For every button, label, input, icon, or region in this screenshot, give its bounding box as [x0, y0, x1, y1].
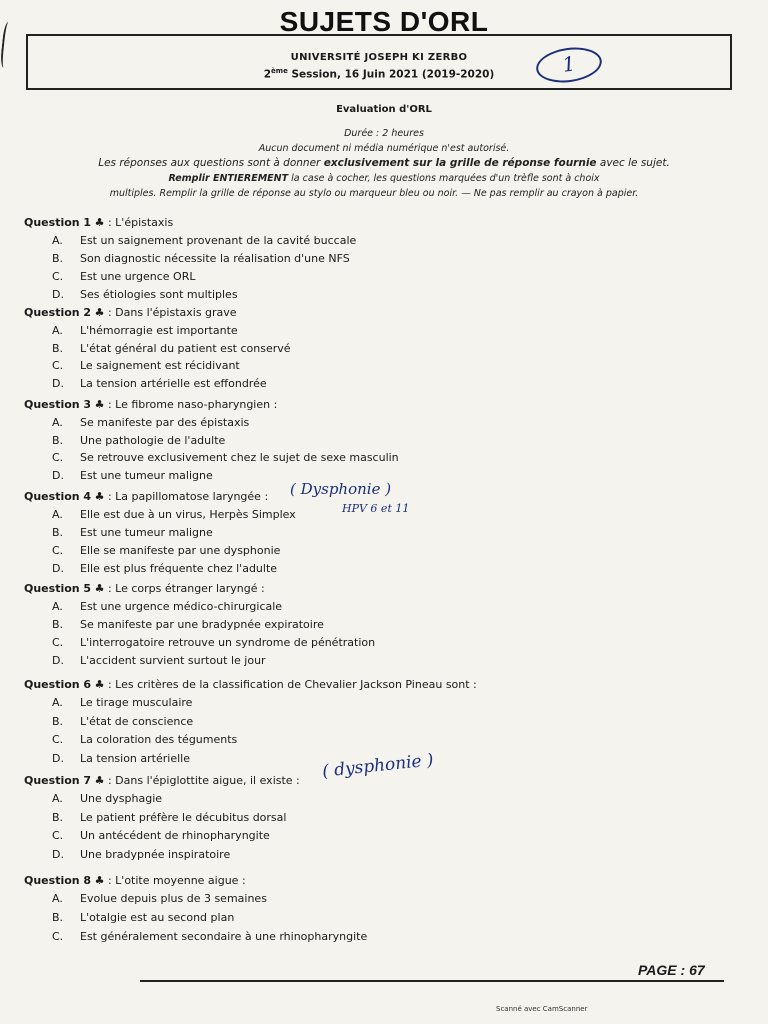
option-text: Le saignement est récidivant [80, 359, 240, 372]
option-text: Est une tumeur maligne [80, 468, 213, 482]
option-text: Elle se manifeste par une dysphonie [80, 544, 281, 557]
option-letter: B. [52, 433, 64, 447]
question-number: Question 6 [24, 678, 92, 691]
club-icon: ♣ [94, 678, 105, 691]
club-icon: ♣ [94, 490, 105, 503]
option-text: L'état de conscience [80, 714, 194, 728]
question-5-option-b [52, 618, 324, 631]
option-text: Une pathologie de l'adulte [80, 433, 226, 447]
option-text: Est une urgence ORL [80, 270, 196, 283]
question-3-option-a [52, 416, 249, 429]
question-6-option-b [52, 715, 193, 728]
option-letter: D. [52, 654, 64, 667]
option-letter: A. [52, 416, 63, 429]
page-number-badge: 1 [534, 44, 604, 87]
option-letter: B. [52, 810, 64, 824]
option-letter: D. [52, 562, 64, 575]
option-letter: D. [52, 847, 64, 861]
option-text: Est une urgence médico-chirurgicale [80, 600, 283, 613]
question-8-option-b [52, 911, 234, 924]
exam-title: Evaluation d'ORL [336, 104, 432, 115]
question-text: : Le corps étranger laryngé : [104, 582, 265, 595]
question-text: : Les critères de la classification de Chevalier Jackson Pineau sont : [104, 678, 477, 691]
instruction-fill-part1: Remplir ENTIEREMENT [168, 173, 289, 184]
option-letter: B. [52, 252, 64, 265]
option-text: Ses étiologies sont multiples [80, 288, 238, 301]
option-text: Se manifeste par des épistaxis [80, 416, 250, 429]
question-6-option-c [52, 733, 237, 746]
instruction-duration: Durée : 2 heures [344, 128, 424, 139]
option-text: Une dysphagie [80, 792, 163, 805]
club-icon: ♣ [94, 306, 105, 319]
option-text: Elle est due à un virus, Herpès Simplex [80, 508, 296, 521]
question-2-title [24, 306, 237, 319]
option-text: Se retrouve exclusivement chez le sujet de sexe masculin [80, 451, 399, 464]
option-letter: A. [52, 234, 63, 247]
option-letter: D. [52, 468, 64, 482]
option-text: La tension artérielle est effondrée [80, 376, 267, 390]
option-letter: B. [52, 341, 64, 355]
option-letter: C. [52, 733, 64, 746]
option-letter: C. [52, 451, 64, 464]
instruction-answers-part3: avec le sujet. [596, 157, 670, 169]
option-letter: A. [52, 600, 63, 613]
option-letter: D. [52, 751, 64, 765]
question-1-option-b [52, 252, 350, 265]
option-text: Est généralement secondaire à une rhinopharyngite [80, 930, 368, 943]
footer-rule [140, 980, 724, 982]
option-letter: C. [52, 359, 64, 372]
question-3-option-d [52, 469, 213, 482]
question-6-option-a [52, 696, 192, 709]
page-title: SUJETS D'ORL [279, 6, 489, 37]
question-4-title [24, 490, 268, 503]
question-5-option-a [52, 600, 282, 613]
question-2-option-a [52, 324, 238, 337]
instruction-answers [0, 157, 768, 169]
option-text: Se manifeste par une bradypnée expiratoire [80, 618, 324, 631]
option-letter: B. [52, 526, 64, 539]
handwritten-note-q4: ( Dysphonie ) [290, 480, 392, 498]
session-info [28, 67, 730, 81]
question-text: : La papillomatose laryngée : [104, 490, 269, 503]
option-text: L'hémorragie est importante [80, 324, 238, 337]
option-text: Le tirage musculaire [80, 696, 193, 709]
option-text: Est une tumeur maligne [80, 526, 213, 539]
question-1-option-c [52, 270, 195, 283]
club-icon: ♣ [94, 582, 105, 595]
question-6-title [24, 678, 477, 691]
instruction-answers-part1: Les réponses aux questions sont à donner [98, 157, 324, 169]
question-number: Question 5 [24, 582, 92, 595]
question-5-title [24, 582, 265, 595]
header-box [26, 34, 732, 90]
option-letter: B. [52, 714, 64, 728]
option-text: La coloration des téguments [80, 733, 238, 746]
option-letter: D. [52, 288, 64, 301]
club-icon: ♣ [94, 216, 105, 229]
question-8-option-a [52, 892, 267, 905]
instruction-answers-part2: exclusivement sur la grille de réponse fournie [323, 157, 597, 169]
question-7-option-a [52, 792, 162, 805]
option-text: Le patient préfère le décubitus dorsal [80, 810, 287, 824]
question-1-title [24, 216, 173, 229]
question-4-option-d [52, 562, 277, 575]
club-icon: ♣ [94, 398, 105, 411]
question-1-option-a [52, 234, 356, 247]
option-letter: C. [52, 829, 64, 842]
question-number: Question 3 [24, 398, 92, 411]
option-letter: A. [52, 696, 63, 709]
option-letter: D. [52, 376, 64, 390]
question-7-option-d [52, 848, 230, 861]
option-text: Une bradypnée inspiratoire [80, 847, 231, 861]
handwritten-note-q7: ( dysphonie ) [321, 750, 435, 782]
footer-page-number: PAGE : 67 [638, 962, 705, 978]
scanner-watermark: Scanné avec CamScanner [496, 1005, 588, 1013]
question-number: Question 1 [24, 216, 92, 229]
option-text: L'interrogatoire retrouve un syndrome de pénétration [80, 636, 376, 649]
option-letter: A. [52, 324, 63, 337]
option-letter: B. [52, 618, 64, 631]
option-text: L'accident survient surtout le jour [80, 654, 266, 667]
option-letter: C. [52, 930, 64, 943]
option-letter: B. [52, 911, 64, 924]
option-text: Elle est plus fréquente chez l'adulte [80, 562, 278, 575]
option-letter: C. [52, 636, 64, 649]
option-letter: C. [52, 270, 64, 283]
handwritten-note-q4-virus: HPV 6 et 11 [342, 502, 410, 515]
option-text: L'otalgie est au second plan [80, 911, 235, 924]
question-5-option-d [52, 654, 266, 667]
instruction-no-docs: Aucun document ni média numérique n'est autorisé. [258, 143, 510, 154]
session-date: Session, 16 Juin 2021 (2019-2020) [287, 68, 495, 81]
option-text: Un antécédent de rhinopharyngite [80, 829, 270, 842]
question-text: : L'otite moyenne aigue : [104, 874, 246, 887]
question-text: : Dans l'épiglottite aigue, il existe : [104, 774, 300, 787]
question-text: : Dans l'épistaxis grave [104, 306, 237, 319]
option-text: Son diagnostic nécessite la réalisation d'une NFS [80, 252, 350, 265]
question-2-option-d [52, 377, 267, 390]
question-8-option-c [52, 930, 367, 943]
question-6-option-d [52, 752, 190, 765]
question-1-option-d [52, 288, 238, 301]
question-5-option-c [52, 636, 375, 649]
question-3-title [24, 398, 277, 411]
question-text: : Le fibrome naso-pharyngien : [104, 398, 278, 411]
club-icon: ♣ [94, 774, 105, 787]
session-ordinal: ème [271, 67, 288, 75]
question-2-option-c [52, 359, 240, 372]
question-number: Question 7 [24, 774, 92, 787]
question-4-option-c [52, 544, 280, 557]
question-number: Question 4 [24, 490, 92, 503]
instruction-pen: multiples. Remplir la grille de réponse au stylo ou marqueur bleu ou noir. — Ne pas remplir au crayon à papier. [109, 188, 639, 199]
question-7-option-b [52, 811, 286, 824]
option-text: Est un saignement provenant de la cavité buccale [80, 234, 357, 247]
option-letter: A. [52, 892, 63, 905]
university-name: UNIVERSITÉ JOSEPH KI ZERBO [290, 52, 468, 63]
question-7-option-c [52, 829, 270, 842]
question-number: Question 8 [24, 874, 92, 887]
option-letter: C. [52, 544, 64, 557]
question-7-title [24, 774, 300, 787]
question-8-title [24, 874, 246, 887]
question-3-option-c [52, 451, 399, 464]
option-text: La tension artérielle [80, 751, 190, 765]
question-2-option-b [52, 342, 291, 355]
option-letter: A. [52, 792, 63, 805]
session-number: 2 [263, 68, 272, 81]
question-4-option-a [52, 508, 296, 521]
question-4-option-b [52, 526, 213, 539]
question-number: Question 2 [24, 306, 92, 319]
option-text: Evolue depuis plus de 3 semaines [80, 892, 267, 905]
question-3-option-b [52, 434, 225, 447]
instruction-fill [0, 173, 768, 184]
option-text: L'état général du patient est conservé [80, 341, 291, 355]
option-letter: A. [52, 508, 63, 521]
question-text: : L'épistaxis [104, 216, 174, 229]
club-icon: ♣ [94, 874, 105, 887]
instruction-fill-part2: la case à cocher, les questions marquées d'un trèfle sont à choix [288, 173, 600, 184]
